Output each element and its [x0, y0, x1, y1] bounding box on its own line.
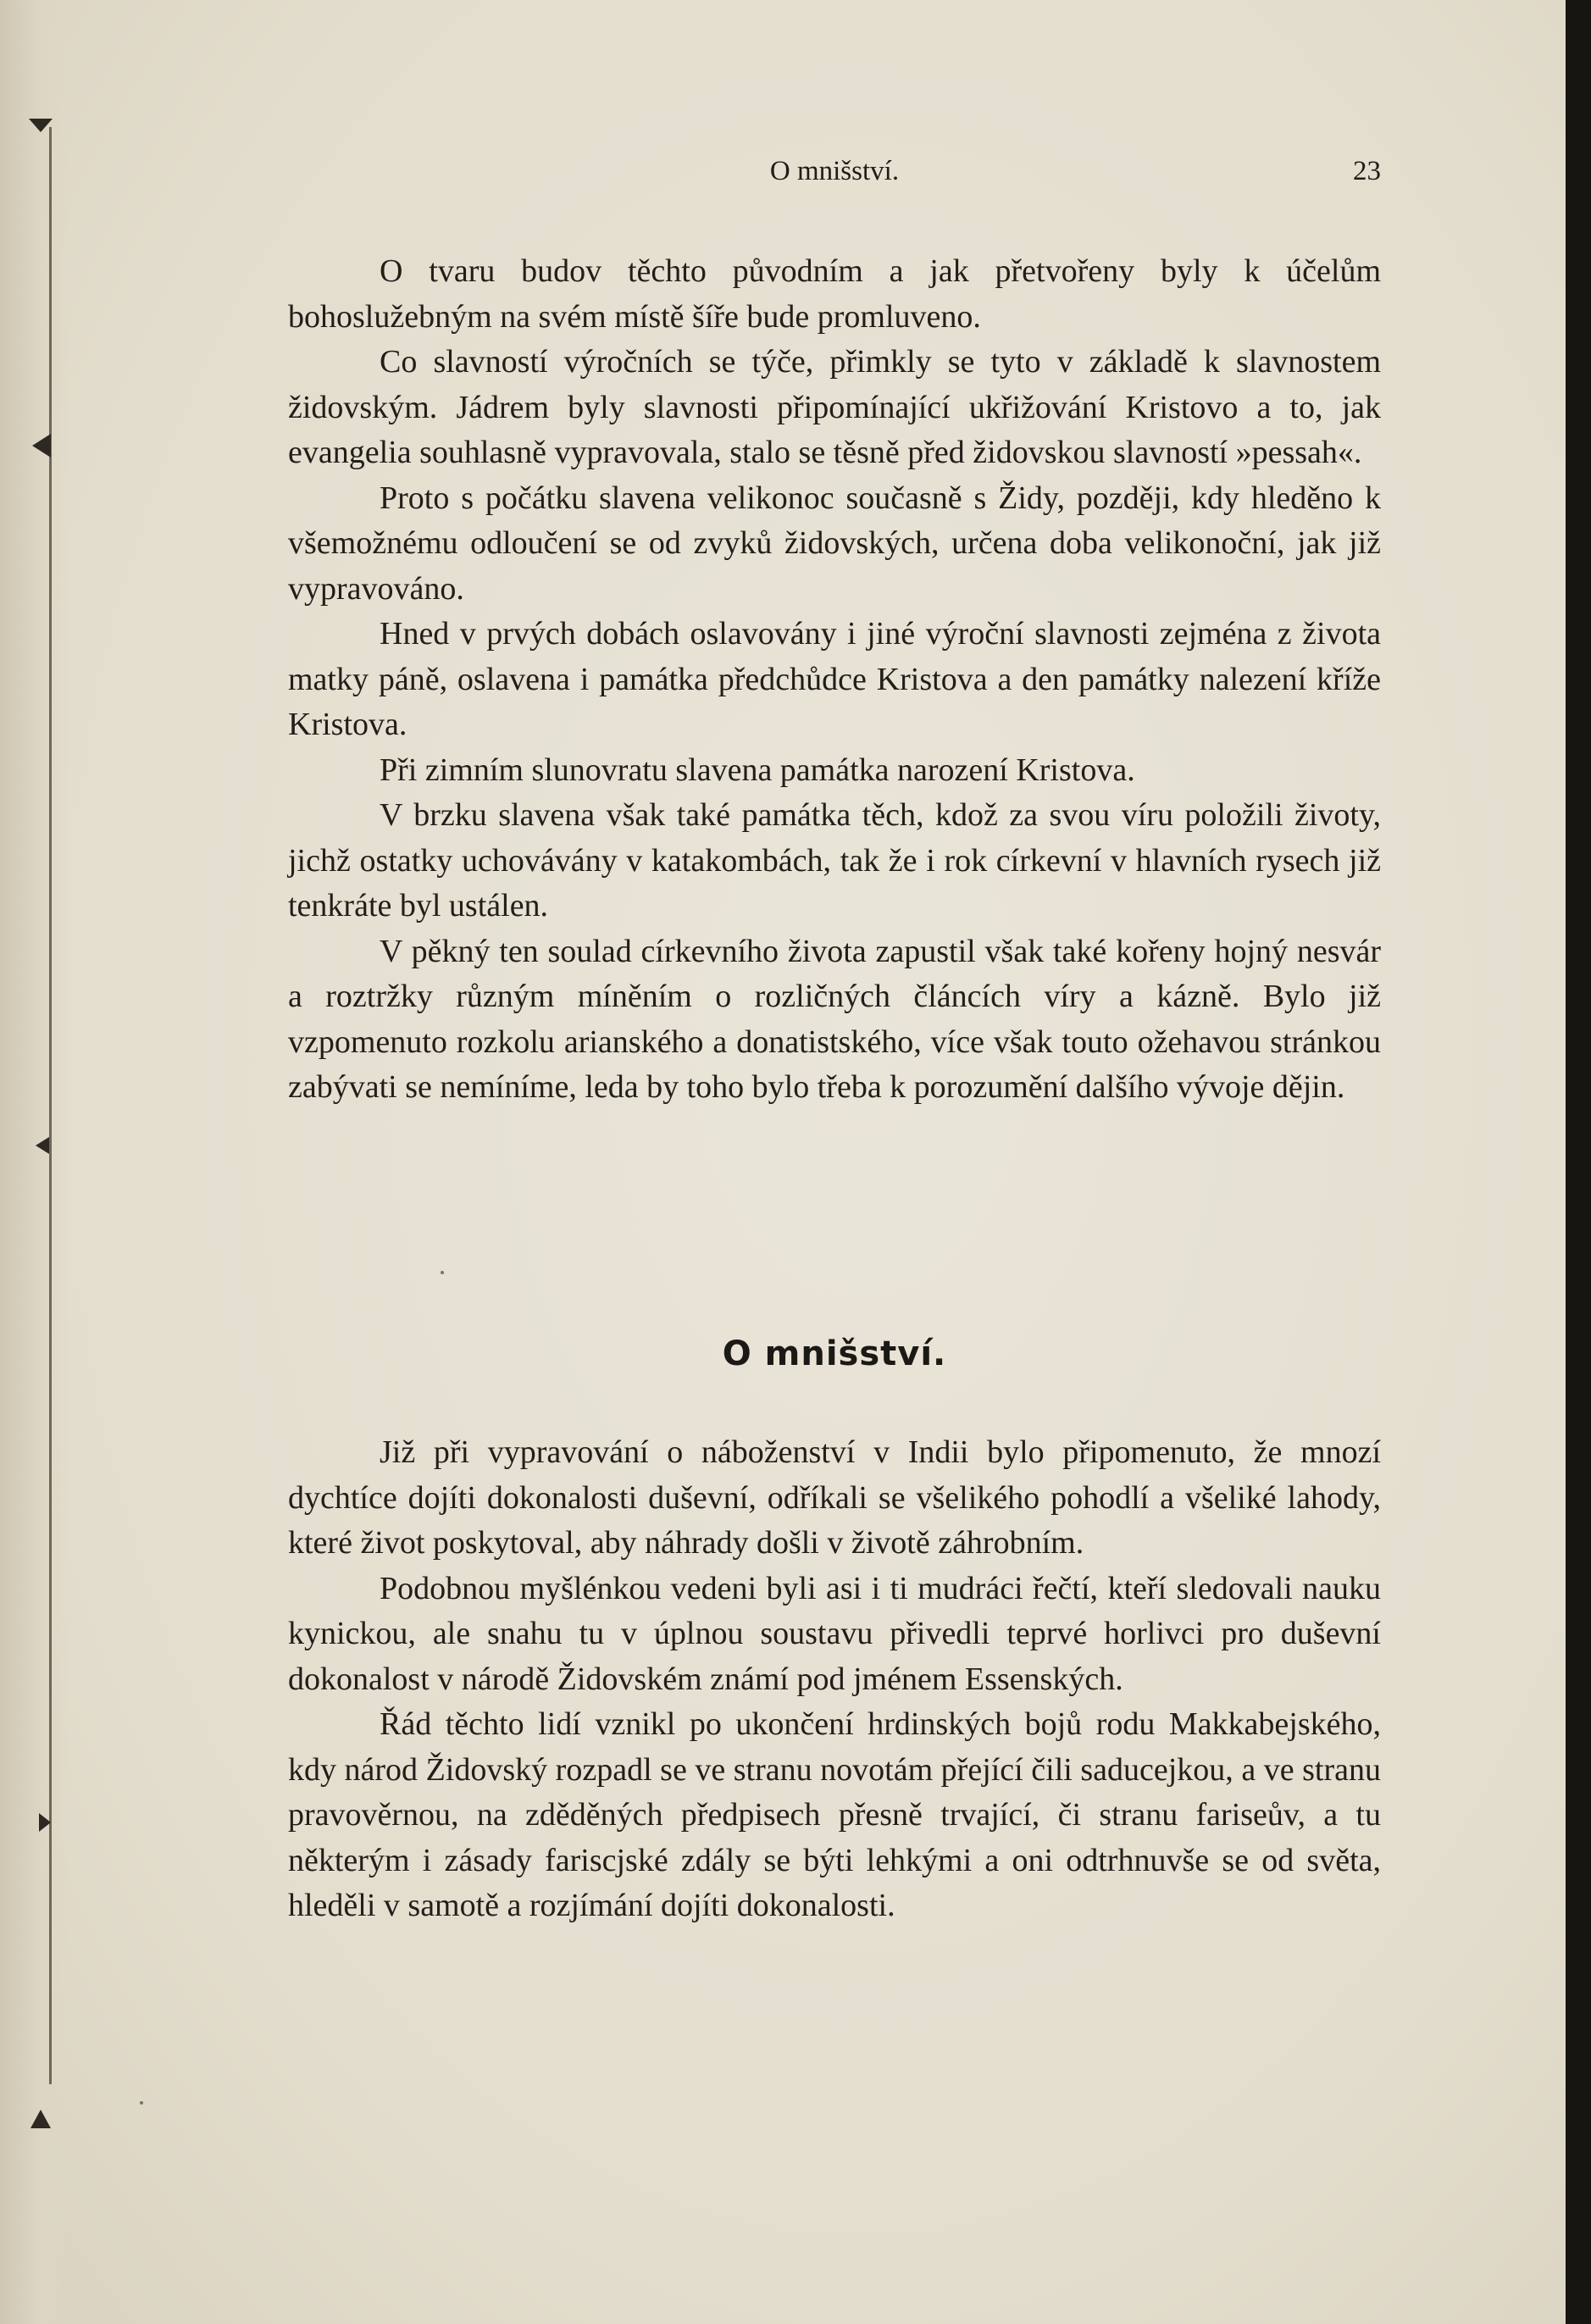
paragraph: Při zimním slunovratu slavena památka narození Kristova. — [380, 752, 1135, 788]
paper-speck — [441, 1271, 444, 1274]
paper-speck — [140, 2101, 143, 2105]
section-heading: O mnišství. — [722, 1334, 947, 1373]
binding-edge — [0, 0, 69, 2324]
paragraph: Co slavností výročních se týče, přimkly se tyto v základě k slavnostem židovským. Jádrem byly slavnosti připomínající ukřižování Kristovo a to, jak evangelia souhlasně vypravovala, stalo se těsně před židovskou slavností »pessah«. — [288, 344, 1381, 470]
paragraph: Podobnou myšlénkou vedeni byli asi i ti mudráci řečtí, kteří sledovali nauku kynickou, ale snahu tu v úplnou soustavu přivedli teprvé horlivci pro duševní dokonalost v národě Židovském známí pod jménem Essenských. — [288, 1570, 1381, 1697]
binding-thread-line — [49, 127, 52, 2084]
paragraph: Proto s počátku slavena velikonoc současně s Židy, později, kdy hleděno k všemožnému odloučení se od zvyků židovských, určena doba velikonoční, jak již vypravováno. — [288, 480, 1381, 607]
page-number: 23 — [1353, 156, 1381, 186]
scan-edge — [1566, 0, 1591, 2324]
paragraph: V brzku slavena však také památka těch, kdož za svou víru položili životy, jichž ostatky uchovávány v katakombách, tak že i rok církevní v hlavních rysech již tenkráte byl ustálen. — [288, 797, 1381, 923]
section-two-body — [288, 1430, 1381, 1929]
section-one-body — [288, 249, 1381, 1111]
binding-small-arrow-icon — [36, 1137, 49, 1154]
paragraph: O tvaru budov těchto původním a jak přetvořeny byly k účelům bohoslužebným na svém místě šíře bude promluveno. — [288, 253, 1381, 335]
paragraph: Řád těchto lidí vznikl po ukončení hrdinských bojů rodu Makkabejského, kdy národ Židovský rozpadl se ve stranu novotám přející čili saducejkou, a ve stranu pravověrnou, na zděděných předpisech přesně trvající, či stranu fariseův, a tu některým i zásady fariscjské zdály se býti lehkými a oni odtrhnuvše se od světa, hleděli v samotě a rozjímání dojíti dokonalosti. — [288, 1706, 1381, 1923]
running-header — [288, 156, 1381, 198]
binding-bottom-mark-icon — [30, 2110, 51, 2128]
paragraph: Hned v prvých dobách oslavovány i jiné výroční slavnosti zejména z života matky páně, oslavena i památka předchůdce Kristova a den památky nalezení kříže Kristova. — [288, 616, 1381, 742]
binding-triangle-icon — [39, 1813, 51, 1832]
paragraph: V pěkný ten soulad církevního života zapustil však také kořeny hojný nesvár a roztržky různým míněním o rozličných článcích víry a kázně. Bylo již vzpomenuto rozkolu arianského a donatistského, více však touto ožehavou stránkou zabývati se nemíníme, leda by toho bylo třeba k porozumění dalšího vývoje dějin. — [288, 933, 1381, 1105]
binding-arrow-icon — [32, 434, 51, 458]
binding-mark-top-icon — [29, 119, 53, 132]
running-title: O mnišství. — [769, 156, 900, 186]
paragraph: Již při vypravování o náboženství v Indii bylo připomenuto, že mnozí dychtíce dojíti dokonalosti duševní, odříkali se všelikého pohodlí a všeliké lahody, které život poskytoval, aby náhrady došli v životě záhrobním. — [288, 1434, 1381, 1561]
